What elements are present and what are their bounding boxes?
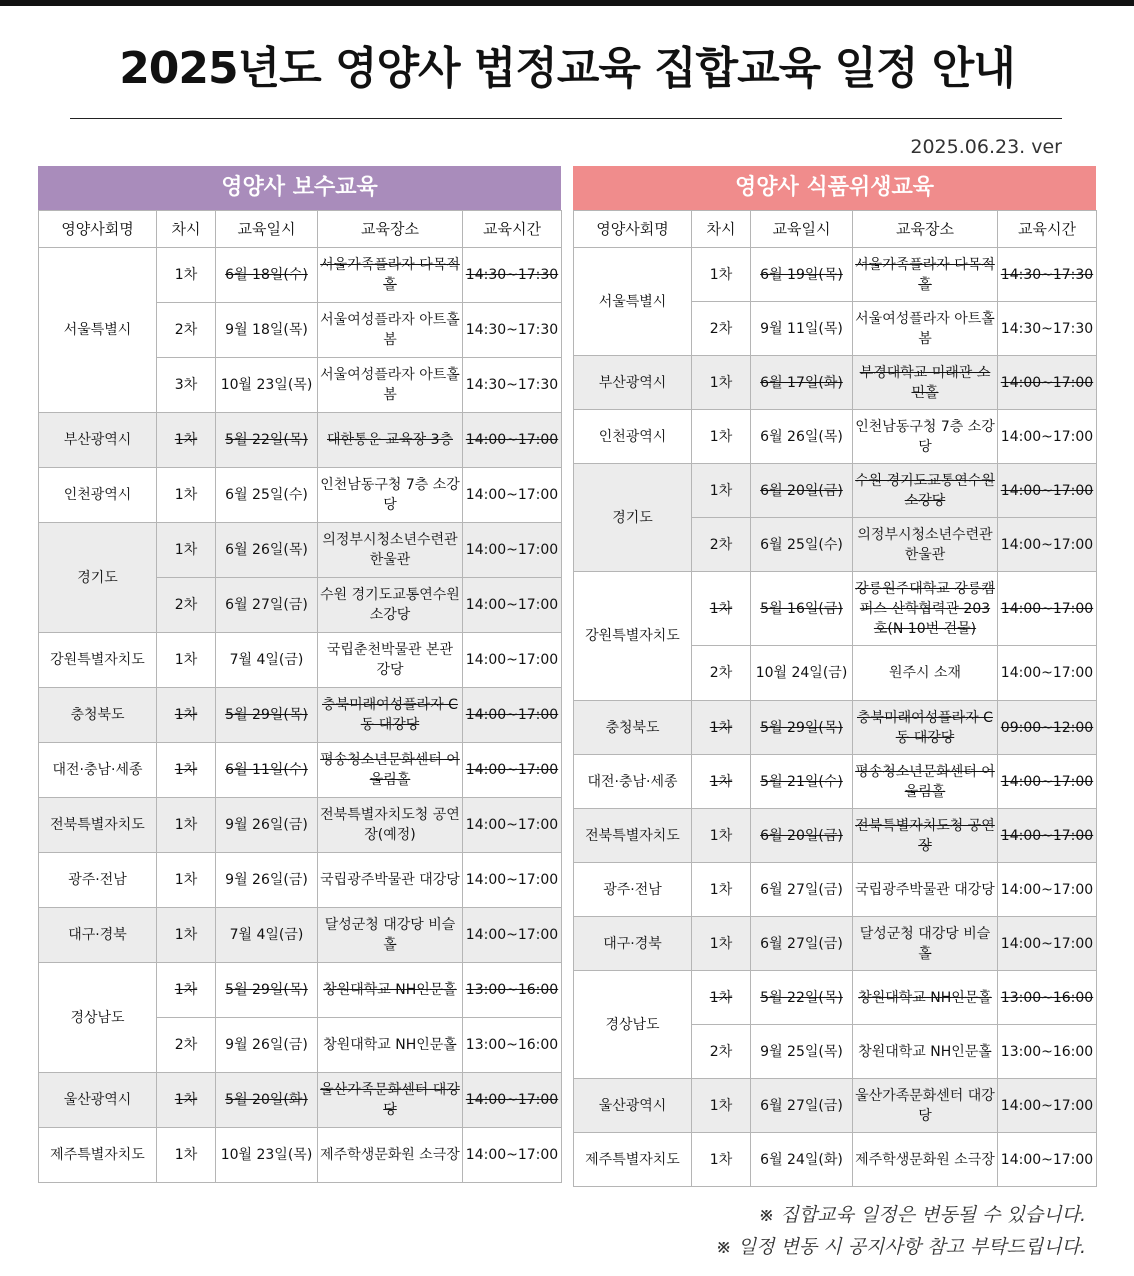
place-cell: 제주학생문화원 소극장	[853, 1133, 998, 1187]
round-cell: 2차	[692, 646, 751, 701]
time-cell: 14:00~17:00	[998, 1079, 1097, 1133]
org-cell: 대전·충남·세종	[574, 755, 692, 809]
col-header-date: 교육일시	[751, 211, 853, 248]
round-cell: 2차	[692, 302, 751, 356]
table-row	[574, 410, 1097, 464]
round-cell: 1차	[157, 1073, 216, 1128]
place-cell: 서울여성플라자 아트홀봄	[318, 303, 463, 358]
place-cell: 평송청소년문화센터 어울림홀	[318, 743, 463, 798]
maintenance-education-table	[38, 210, 562, 1183]
table-row	[574, 917, 1097, 971]
table-row	[39, 1128, 562, 1183]
table-row	[574, 701, 1097, 755]
org-cell: 울산광역시	[574, 1079, 692, 1133]
date-cell: 9월 18일(목)	[216, 303, 318, 358]
round-cell: 1차	[157, 248, 216, 303]
org-cell: 제주특별자치도	[39, 1128, 157, 1183]
org-cell: 광주·전남	[574, 863, 692, 917]
place-cell: 서울여성플라자 아트홀봄	[853, 302, 998, 356]
org-cell: 대구·경북	[39, 908, 157, 963]
date-cell: 6월 26일(목)	[216, 523, 318, 578]
place-cell: 울산가족문화센터 대강당	[853, 1079, 998, 1133]
table-row	[574, 755, 1097, 809]
org-cell: 제주특별자치도	[574, 1133, 692, 1187]
date-cell: 9월 26일(금)	[216, 853, 318, 908]
org-cell: 전북특별자치도	[39, 798, 157, 853]
round-cell: 3차	[157, 358, 216, 413]
org-cell: 인천광역시	[39, 468, 157, 523]
date-cell: 10월 23일(목)	[216, 1128, 318, 1183]
col-header-time: 교육시간	[463, 211, 562, 248]
round-cell: 1차	[157, 853, 216, 908]
date-cell: 6월 11일(수)	[216, 743, 318, 798]
top-bar	[0, 0, 1134, 6]
round-cell: 1차	[157, 743, 216, 798]
date-cell: 10월 23일(목)	[216, 358, 318, 413]
round-cell: 1차	[157, 1128, 216, 1183]
org-cell: 강원특별자치도	[39, 633, 157, 688]
time-cell: 14:30~17:30	[998, 248, 1097, 302]
round-cell: 1차	[157, 468, 216, 523]
org-cell: 충청북도	[574, 701, 692, 755]
round-cell: 1차	[692, 248, 751, 302]
round-cell: 1차	[157, 908, 216, 963]
round-cell: 1차	[692, 755, 751, 809]
table-row	[39, 963, 562, 1018]
place-cell: 달성군청 대강당 비슬홀	[853, 917, 998, 971]
notice-check-announcements: ※ 일정 변동 시 공지사항 참고 부탁드립니다.	[715, 1236, 1086, 1258]
date-cell: 5월 29일(목)	[216, 688, 318, 743]
place-cell: 의정부시청소년수련관 한울관	[853, 518, 998, 572]
table-row	[574, 863, 1097, 917]
org-cell: 경기도	[574, 464, 692, 572]
date-cell: 6월 18일(수)	[216, 248, 318, 303]
time-cell: 13:00~16:00	[998, 1025, 1097, 1079]
date-cell: 5월 21일(수)	[751, 755, 853, 809]
table-row	[574, 971, 1097, 1025]
round-cell: 2차	[157, 578, 216, 633]
time-cell: 14:00~17:00	[463, 908, 562, 963]
notice-schedule-change: ※ 집합교육 일정은 변동될 수 있습니다.	[758, 1204, 1086, 1226]
time-cell: 14:00~17:00	[998, 809, 1097, 863]
table-row	[574, 809, 1097, 863]
place-cell: 울산가족문화센터 대강당	[318, 1073, 463, 1128]
place-cell: 인천남동구청 7층 소강당	[318, 468, 463, 523]
place-cell: 제주학생문화원 소극장	[318, 1128, 463, 1183]
table-row	[39, 1073, 562, 1128]
date-cell: 9월 25일(목)	[751, 1025, 853, 1079]
round-cell: 1차	[692, 356, 751, 410]
date-cell: 6월 25일(수)	[216, 468, 318, 523]
table-row	[39, 523, 562, 578]
round-cell: 1차	[692, 1133, 751, 1187]
page-title: 2025년도 영양사 법정교육 집합교육 일정 안내	[119, 43, 1015, 94]
place-cell: 충북미래여성플라자 C동 대강당	[853, 701, 998, 755]
place-cell: 달성군청 대강당 비슬홀	[318, 908, 463, 963]
date-cell: 5월 20일(화)	[216, 1073, 318, 1128]
round-cell: 1차	[692, 863, 751, 917]
time-cell: 13:00~16:00	[463, 1018, 562, 1073]
round-cell: 1차	[692, 971, 751, 1025]
date-cell: 5월 29일(목)	[216, 963, 318, 1018]
place-cell: 대한통운 교육장 3층	[318, 413, 463, 468]
time-cell: 14:00~17:00	[463, 743, 562, 798]
time-cell: 14:00~17:00	[998, 646, 1097, 701]
org-cell: 전북특별자치도	[574, 809, 692, 863]
table-row	[39, 743, 562, 798]
time-cell: 13:00~16:00	[998, 971, 1097, 1025]
time-cell: 14:30~17:30	[463, 303, 562, 358]
time-cell: 14:30~17:30	[998, 302, 1097, 356]
table-row	[39, 798, 562, 853]
date-cell: 6월 20일(금)	[751, 809, 853, 863]
time-cell: 14:00~17:00	[998, 1133, 1097, 1187]
place-cell: 국립광주박물관 대강당	[318, 853, 463, 908]
place-cell: 전북특별자치도청 공연장	[853, 809, 998, 863]
col-header-org: 영양사회명	[39, 211, 157, 248]
org-cell: 부산광역시	[39, 413, 157, 468]
round-cell: 1차	[692, 701, 751, 755]
place-cell: 창원대학교 NH인문홀	[318, 1018, 463, 1073]
date-cell: 5월 16일(금)	[751, 572, 853, 646]
table-row	[39, 908, 562, 963]
org-cell: 부산광역시	[574, 356, 692, 410]
date-cell: 5월 29일(목)	[751, 701, 853, 755]
org-cell: 광주·전남	[39, 853, 157, 908]
org-cell: 강원특별자치도	[574, 572, 692, 701]
date-cell: 5월 22일(목)	[751, 971, 853, 1025]
table-row	[574, 1079, 1097, 1133]
round-cell: 1차	[157, 798, 216, 853]
round-cell: 1차	[692, 410, 751, 464]
place-cell: 수원 경기도교통연수원 소강당	[318, 578, 463, 633]
date-cell: 6월 25일(수)	[751, 518, 853, 572]
place-cell: 전북특별자치도청 공연장(예정)	[318, 798, 463, 853]
org-cell: 충청북도	[39, 688, 157, 743]
round-cell: 2차	[692, 1025, 751, 1079]
place-cell: 충북미래여성플라자 C동 대강당	[318, 688, 463, 743]
panel-title: 영양사 식품위생교육	[573, 166, 1096, 210]
place-cell: 서울가족플라자 다목적홀	[318, 248, 463, 303]
time-cell: 14:00~17:00	[998, 518, 1097, 572]
time-cell: 14:00~17:00	[998, 572, 1097, 646]
place-cell: 창원대학교 NH인문홀	[318, 963, 463, 1018]
place-cell: 창원대학교 NH인문홀	[853, 1025, 998, 1079]
col-header-round: 차시	[157, 211, 216, 248]
round-cell: 1차	[157, 688, 216, 743]
food-hygiene-education-panel	[573, 166, 1096, 1187]
time-cell: 14:00~17:00	[998, 863, 1097, 917]
table-row	[39, 633, 562, 688]
date-cell: 6월 19일(목)	[751, 248, 853, 302]
date-cell: 7월 4일(금)	[216, 908, 318, 963]
org-cell: 서울특별시	[574, 248, 692, 356]
table-row	[574, 464, 1097, 518]
time-cell: 13:00~16:00	[463, 963, 562, 1018]
round-cell: 1차	[157, 963, 216, 1018]
version-label: 2025.06.23. ver	[910, 136, 1062, 158]
time-cell: 14:00~17:00	[463, 798, 562, 853]
maintenance-education-panel	[38, 166, 561, 1183]
org-cell: 경기도	[39, 523, 157, 633]
place-cell: 부경대학교 미래관 소민홀	[853, 356, 998, 410]
table-row	[574, 248, 1097, 302]
panel-title: 영양사 보수교육	[38, 166, 561, 210]
col-header-date: 교육일시	[216, 211, 318, 248]
round-cell: 2차	[692, 518, 751, 572]
table-row	[574, 356, 1097, 410]
round-cell: 1차	[692, 917, 751, 971]
place-cell: 강릉원주대학교 강릉캠퍼스 산학협력관 203호(N 10번 건물)	[853, 572, 998, 646]
time-cell: 09:00~12:00	[998, 701, 1097, 755]
title-divider	[70, 118, 1062, 119]
table-row	[574, 1133, 1097, 1187]
date-cell: 9월 26일(금)	[216, 798, 318, 853]
date-cell: 6월 27일(금)	[751, 863, 853, 917]
date-cell: 6월 20일(금)	[751, 464, 853, 518]
round-cell: 1차	[692, 809, 751, 863]
col-header-time: 교육시간	[998, 211, 1097, 248]
round-cell: 1차	[692, 572, 751, 646]
round-cell: 2차	[157, 303, 216, 358]
date-cell: 6월 24일(화)	[751, 1133, 853, 1187]
org-cell: 대구·경북	[574, 917, 692, 971]
time-cell: 14:00~17:00	[998, 917, 1097, 971]
date-cell: 6월 27일(금)	[216, 578, 318, 633]
place-cell: 수원 경기도교통연수원 소강당	[853, 464, 998, 518]
table-row	[574, 572, 1097, 646]
date-cell: 6월 26일(목)	[751, 410, 853, 464]
date-cell: 7월 4일(금)	[216, 633, 318, 688]
place-cell: 평송청소년문화센터 어울림홀	[853, 755, 998, 809]
col-header-place: 교육장소	[853, 211, 998, 248]
time-cell: 14:00~17:00	[998, 356, 1097, 410]
place-cell: 국립광주박물관 대강당	[853, 863, 998, 917]
place-cell: 서울가족플라자 다목적홀	[853, 248, 998, 302]
place-cell: 원주시 소재	[853, 646, 998, 701]
table-row	[39, 468, 562, 523]
table-row	[39, 413, 562, 468]
date-cell: 6월 27일(금)	[751, 1079, 853, 1133]
org-cell: 울산광역시	[39, 1073, 157, 1128]
round-cell: 1차	[692, 1079, 751, 1133]
table-header-row	[39, 211, 562, 248]
time-cell: 14:00~17:00	[998, 464, 1097, 518]
time-cell: 14:00~17:00	[998, 755, 1097, 809]
time-cell: 14:00~17:00	[463, 633, 562, 688]
time-cell: 14:00~17:00	[463, 578, 562, 633]
time-cell: 14:00~17:00	[463, 523, 562, 578]
food-hygiene-education-table	[573, 210, 1097, 1187]
time-cell: 14:00~17:00	[463, 413, 562, 468]
date-cell: 5월 22일(목)	[216, 413, 318, 468]
org-cell: 대전·충남·세종	[39, 743, 157, 798]
table-row	[39, 853, 562, 908]
time-cell: 14:30~17:30	[463, 248, 562, 303]
col-header-round: 차시	[692, 211, 751, 248]
time-cell: 14:00~17:00	[463, 853, 562, 908]
place-cell: 국립춘천박물관 본관 강당	[318, 633, 463, 688]
org-cell: 경상남도	[39, 963, 157, 1073]
round-cell: 1차	[157, 523, 216, 578]
date-cell: 6월 17일(화)	[751, 356, 853, 410]
org-cell: 경상남도	[574, 971, 692, 1079]
date-cell: 10월 24일(금)	[751, 646, 853, 701]
time-cell: 14:30~17:30	[463, 358, 562, 413]
col-header-org: 영양사회명	[574, 211, 692, 248]
round-cell: 2차	[157, 1018, 216, 1073]
time-cell: 14:00~17:00	[463, 468, 562, 523]
date-cell: 9월 26일(금)	[216, 1018, 318, 1073]
org-cell: 인천광역시	[574, 410, 692, 464]
place-cell: 의정부시청소년수련관 한울관	[318, 523, 463, 578]
table-header-row	[574, 211, 1097, 248]
place-cell: 인천남동구청 7층 소강당	[853, 410, 998, 464]
date-cell: 9월 11일(목)	[751, 302, 853, 356]
place-cell: 서울여성플라자 아트홀봄	[318, 358, 463, 413]
org-cell: 서울특별시	[39, 248, 157, 413]
time-cell: 14:00~17:00	[463, 688, 562, 743]
date-cell: 6월 27일(금)	[751, 917, 853, 971]
table-row	[39, 688, 562, 743]
round-cell: 1차	[157, 633, 216, 688]
time-cell: 14:00~17:00	[463, 1073, 562, 1128]
time-cell: 14:00~17:00	[998, 410, 1097, 464]
round-cell: 1차	[157, 413, 216, 468]
table-row	[39, 248, 562, 303]
round-cell: 1차	[692, 464, 751, 518]
place-cell: 창원대학교 NH인문홀	[853, 971, 998, 1025]
col-header-place: 교육장소	[318, 211, 463, 248]
time-cell: 14:00~17:00	[463, 1128, 562, 1183]
